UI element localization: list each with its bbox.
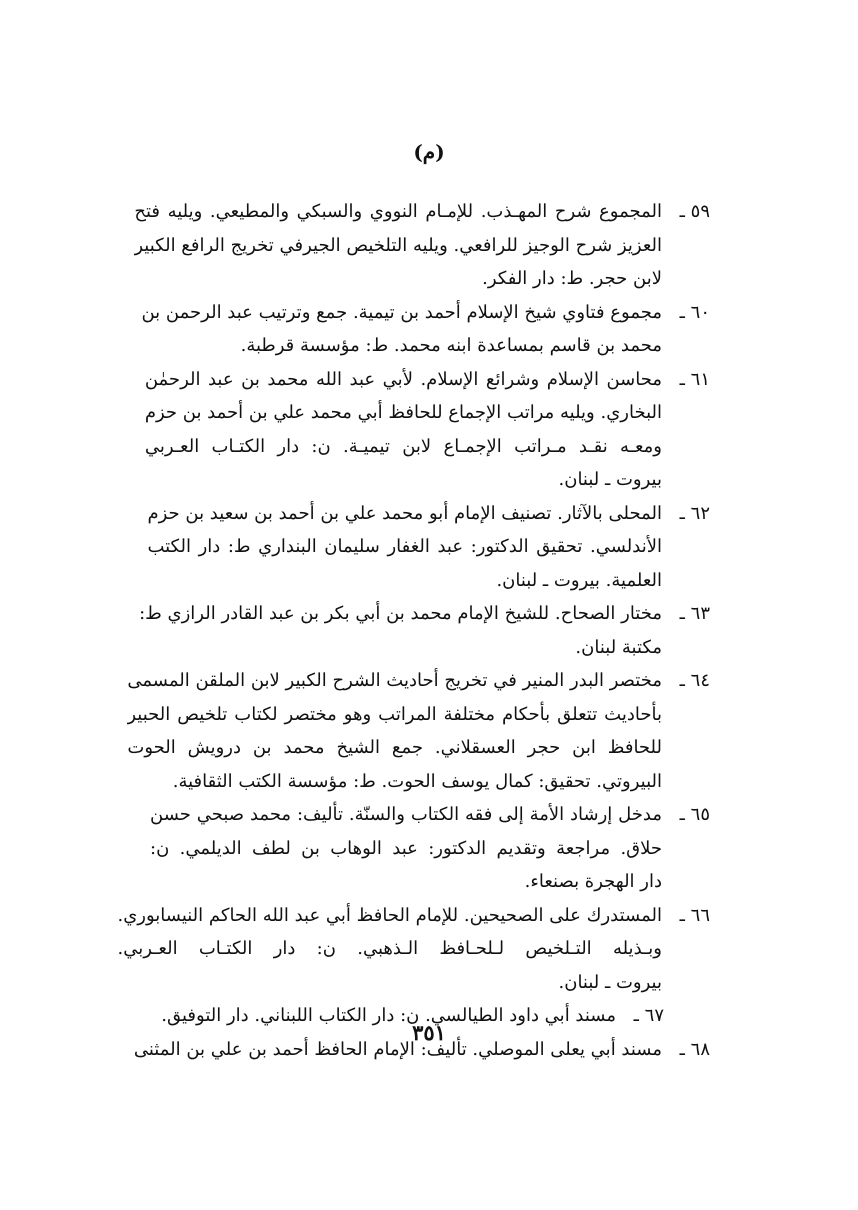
entry-number: ٦١ ـ [679, 368, 710, 390]
entry-line: بيروت ـ لبنان. [558, 971, 662, 993]
entry-number: ٦٨ ـ [679, 1038, 710, 1060]
entry-number: ٦٤ ـ [679, 670, 710, 691]
entry-text [147, 497, 662, 598]
entry-line: محاسن الإسلام وشرائع الإسلام. لأبي عبد الله محمد بن عبد الرحمٰن [144, 368, 662, 390]
entry-line: وبـذيله التـلخيص لـلحـافظ الـذهبي. ن: دار الكتـاب العـربي. [117, 938, 662, 959]
entry-number: ٦٦ ـ [679, 904, 710, 926]
bibliography-entry [127, 664, 710, 798]
entry-text [141, 296, 662, 363]
bibliography-list [117, 195, 710, 1066]
entry-line: مدخل إرشاد الأمة إلى فقه الكتاب والسنّة. تأليف: محمد صبحي حسن [150, 804, 662, 825]
entry-text [139, 597, 662, 664]
section-mark: (م) [413, 140, 445, 164]
entry-line: حلاق. مراجعة وتقديم الدكتور: عبد الوهاب بن لطف الديلمي. ن: [150, 837, 662, 859]
entry-line: مسند أبي داود الطيالسي. ن: دار الكتاب اللبناني. دار التوفيق. [161, 1005, 616, 1026]
bibliography-entry [147, 497, 710, 598]
entry-line: مختار الصحاح. للشيخ الإمام محمد بن أبي بكر بن عبد القادر الرازي ط: [139, 603, 662, 624]
entry-line: الأندلسي. تحقيق الدكتور: عبد الغفار سليمان البنداري ط: دار الكتب [147, 536, 662, 557]
entry-line: العزيز شرح الوجيز للرافعي. ويليه التلخيص الجيرفي تخريج الرافع الكبير [134, 234, 662, 256]
entry-line: مكتبة لبنان. [575, 636, 662, 658]
entry-line: مختصر البدر المنير في تخريج أحاديث الشرح الكبير لابن الملقن المسمى [127, 670, 662, 691]
entry-line: لابن حجر. ط: دار الفكر. [482, 268, 662, 289]
bibliography-entry [134, 195, 710, 296]
entry-text [117, 899, 662, 1000]
entry-text [127, 664, 662, 798]
bibliography-entry [117, 899, 710, 1000]
entry-line: ومعـه نقـد مـراتب الإجمـاع لابن تيميـة. ن: دار الكتـاب العـربي [144, 435, 662, 457]
entry-line: محمد بن قاسم بمساعدة ابنه محمد. ط: مؤسسة قرطبة. [240, 335, 662, 356]
bibliography-entry [141, 296, 710, 363]
page-number: ٣٥١ [412, 1020, 446, 1045]
entry-line: بيروت ـ لبنان. [558, 469, 662, 490]
bibliography-entry [150, 798, 710, 899]
entry-line: بأحاديث تتعلق بأحكام مختلفة المراتب وهو مختصر لكتاب تلخيص الحبير [127, 703, 662, 725]
entry-line: العلمية. بيروت ـ لبنان. [496, 569, 662, 591]
entry-text [145, 363, 662, 497]
entry-text [134, 195, 662, 296]
entry-line: دار الهجرة بصنعاء. [524, 871, 662, 892]
entry-line: المحلى بالآثار. تصنيف الإمام أبو محمد علي بن أحمد بن سعيد بن حزم [147, 502, 662, 524]
entry-text [150, 798, 662, 899]
entry-number: ٦٠ ـ [679, 301, 710, 323]
entry-number: ٥٩ ـ [679, 201, 710, 222]
entry-line: للحافظ ابن حجر العسقلاني. جمع الشيخ محمد بن درويش الحوت [127, 737, 662, 758]
bibliography-entry [139, 597, 710, 664]
entry-number: ٦٢ ـ [679, 502, 710, 524]
entry-number: ٦٣ ـ [679, 603, 710, 624]
entry-number: ٦٧ ـ [633, 1005, 664, 1026]
entry-line: مسند أبي يعلى الموصلي. تأليف: الإمام الحافظ أحمد بن علي بن المثنى [133, 1038, 662, 1060]
entry-line: مجموع فتاوي شيخ الإسلام أحمد بن تيمية. جمع وترتيب عبد الرحمن بن [141, 301, 662, 323]
entry-line: المجموع شرح المهـذب. للإمـام النووي والسبكي والمطيعي. ويليه فتح [134, 201, 662, 222]
entry-number: ٦٥ ـ [679, 804, 710, 825]
entry-line: البيروتي. تحقيق: كمال يوسف الحوت. ط: مؤسسة الكتب الثقافية. [172, 770, 662, 792]
bibliography-entry [144, 363, 710, 497]
entry-line: المستدرك على الصحيحين. للإمام الحافظ أبي عبد الله الحاكم النيسابوري. [117, 904, 662, 926]
entry-line: البخاري. ويليه مراتب الإجماع للحافظ أبي محمد علي بن أحمد بن حزم [144, 402, 662, 423]
